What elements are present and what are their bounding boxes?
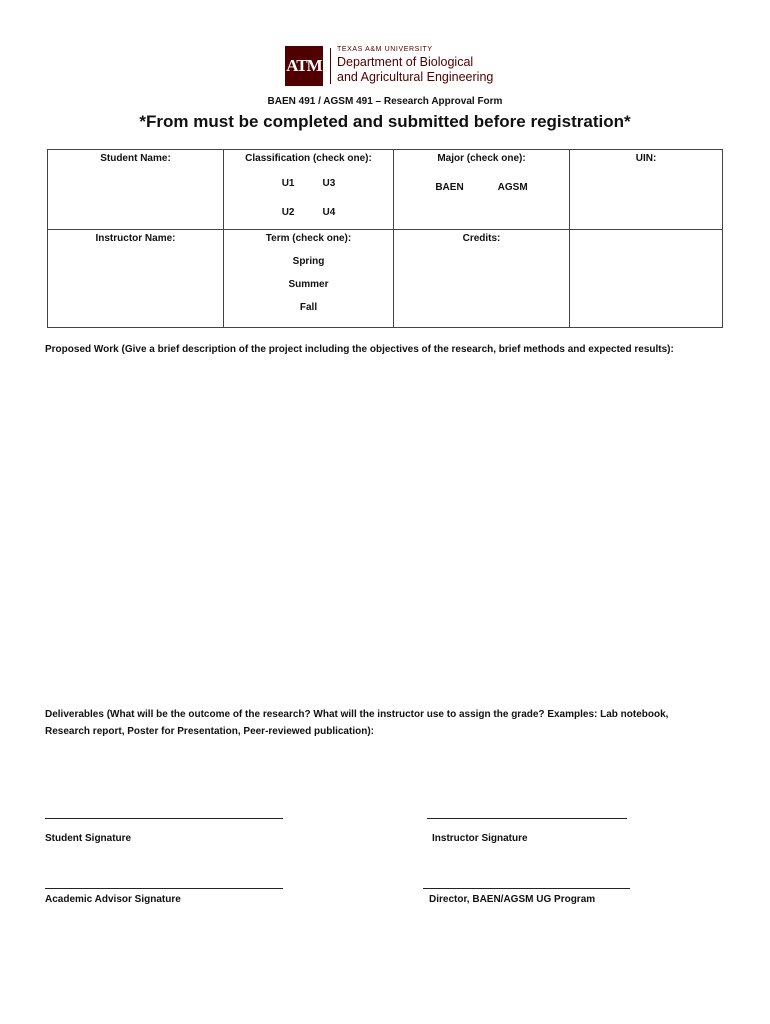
- university-name: TEXAS A&M UNIVERSITY: [337, 46, 433, 53]
- instructor-signature-line[interactable]: [427, 818, 627, 819]
- major-option-baen[interactable]: BAEN: [435, 182, 464, 193]
- logo-divider: [330, 48, 331, 84]
- blank-cell: [570, 230, 723, 328]
- classification-option-u3[interactable]: U3: [322, 178, 336, 189]
- uin-cell[interactable]: UIN:: [570, 150, 723, 230]
- form-subtitle: BAEN 491 / AGSM 491 – Research Approval Form: [267, 96, 503, 107]
- instructor-name-cell[interactable]: Instructor Name:: [48, 230, 224, 328]
- classification-option-u1[interactable]: U1: [281, 178, 295, 189]
- term-option-summer[interactable]: Summer: [288, 279, 329, 290]
- department-logo: [285, 46, 505, 86]
- info-table: [47, 149, 723, 328]
- student-signature-line[interactable]: [45, 818, 283, 819]
- credits-cell[interactable]: Credits:: [394, 230, 570, 328]
- advisor-signature-label: Academic Advisor Signature: [45, 894, 181, 905]
- term-option-fall[interactable]: Fall: [299, 302, 318, 313]
- major-cell: Major (check one): BAEN AGSM: [394, 150, 570, 230]
- form-title: *From must be completed and submitted before registration*: [139, 112, 631, 131]
- proposed-work-prompt: Proposed Work (Give a brief description of the project including the objectives of the research, brief methods and expected results):: [45, 344, 674, 355]
- director-signature-line[interactable]: [423, 888, 630, 889]
- classification-option-u4[interactable]: U4: [322, 207, 336, 218]
- classification-option-u2[interactable]: U2: [281, 207, 295, 218]
- director-signature-label: Director, BAEN/AGSM UG Program: [429, 894, 596, 905]
- term-option-spring[interactable]: Spring: [292, 256, 325, 267]
- student-name-cell[interactable]: Student Name:: [48, 150, 224, 230]
- term-cell: Term (check one): Spring Summer Fall: [224, 230, 394, 328]
- classification-cell: Classification (check one): U1 U3 U2 U4: [224, 150, 394, 230]
- instructor-signature-label: Instructor Signature: [432, 833, 528, 844]
- department-name: Department of Biological and Agricultural Engineering: [337, 55, 494, 84]
- student-signature-label: Student Signature: [45, 833, 132, 844]
- deliverables-prompt: Deliverables (What will be the outcome of the research? What will the instructor use to assign the grade? Examples: Lab notebook, Research report, Poster for Presentation, Peer-reviewed publication):: [45, 709, 669, 737]
- advisor-signature-line[interactable]: [45, 888, 283, 889]
- major-option-agsm[interactable]: AGSM: [497, 182, 528, 193]
- atm-logo-mark: ATM: [285, 46, 323, 86]
